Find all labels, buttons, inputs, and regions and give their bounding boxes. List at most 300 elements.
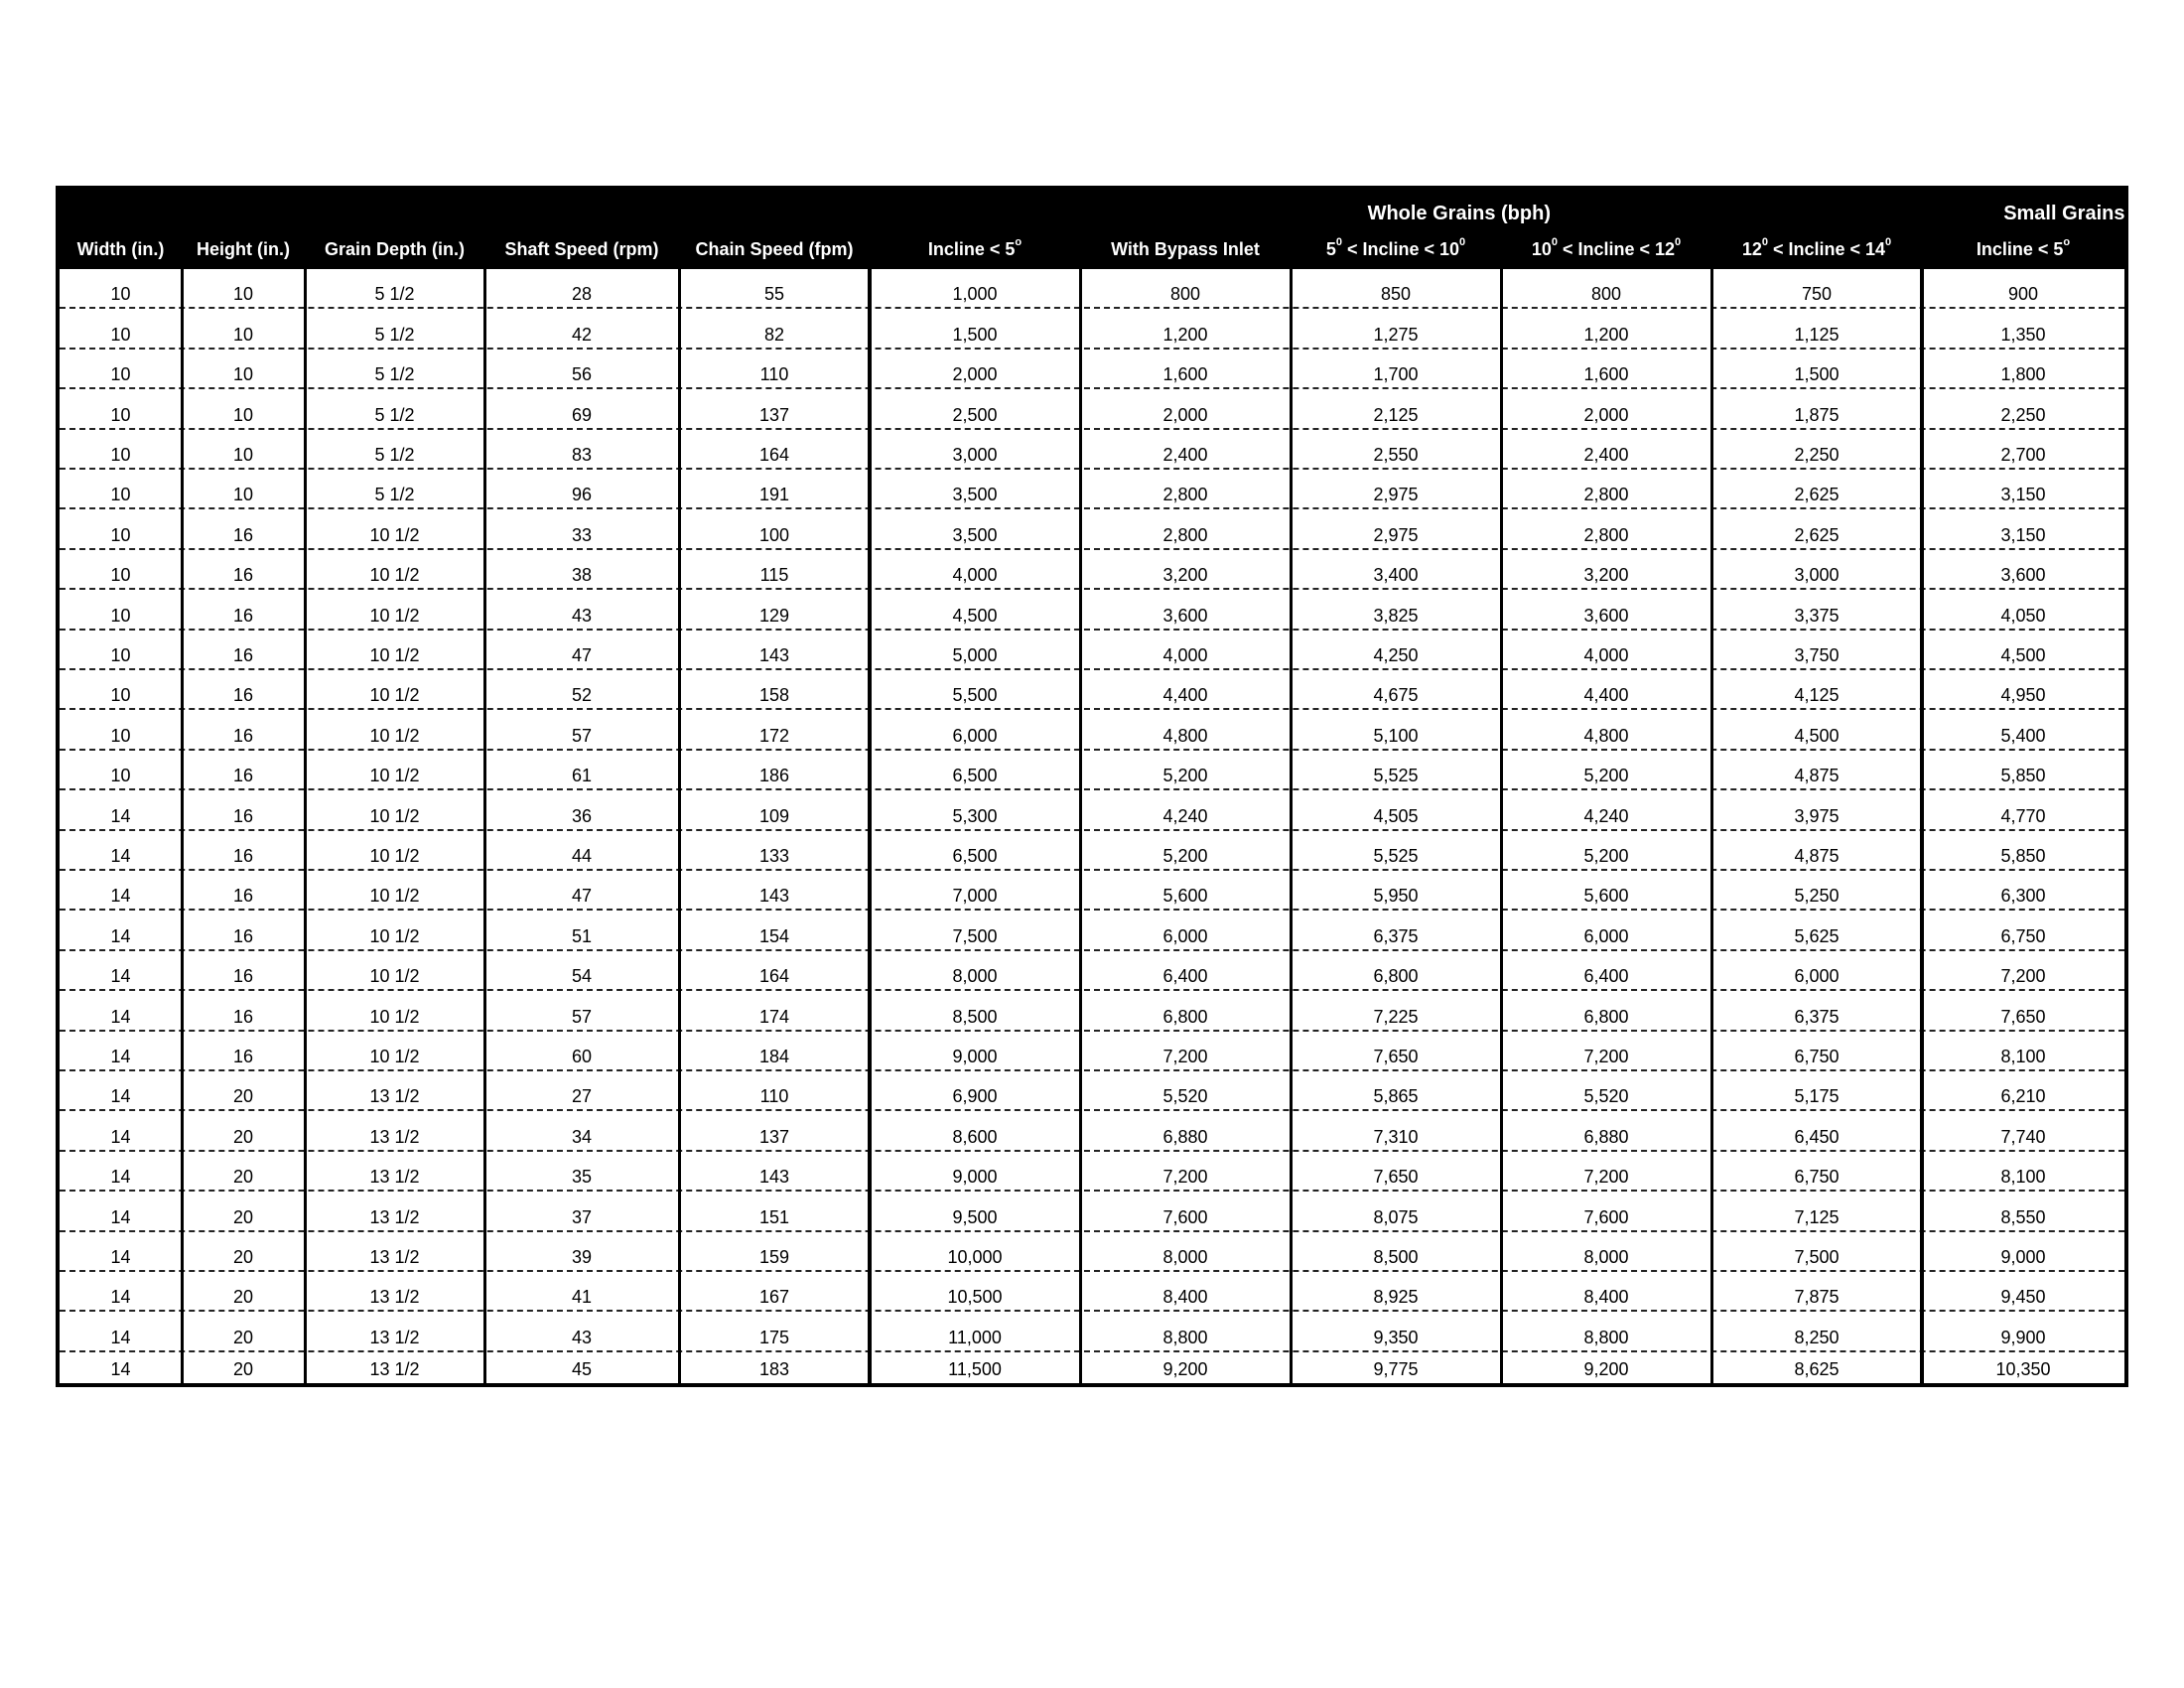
cell-chain-speed: 143 — [758, 886, 790, 907]
cell-grain-depth: 10 1/2 — [369, 966, 420, 987]
cell-whole-incline-lt-5: 6,500 — [952, 845, 998, 866]
cell-height: 16 — [232, 685, 254, 706]
cell-height: 10 — [232, 444, 254, 465]
cell-whole-incline-10-12: 800 — [1590, 284, 1622, 305]
cell-shaft-speed: 51 — [571, 925, 593, 946]
degree-superscript: 0 — [1761, 236, 1768, 248]
cell-height: 20 — [232, 1327, 254, 1347]
column-divider — [868, 269, 872, 1383]
cell-height: 16 — [232, 605, 254, 626]
degree-superscript: 0 — [1675, 236, 1682, 248]
cell-width: 14 — [110, 1206, 131, 1227]
degree-superscript: 0 — [1459, 236, 1466, 248]
cell-height: 20 — [232, 1246, 254, 1267]
cell-whole-incline-5-10: 5,950 — [1373, 886, 1419, 907]
cell-whole-incline-lt-5: 6,900 — [952, 1086, 998, 1107]
cell-grain-depth: 10 1/2 — [369, 644, 420, 665]
cell-chain-speed: 172 — [758, 725, 790, 746]
cell-width: 10 — [110, 404, 131, 425]
cell-height: 16 — [232, 886, 254, 907]
cell-whole-incline-lt-5: 8,500 — [952, 1006, 998, 1027]
cell-height: 16 — [232, 565, 254, 586]
cell-width: 10 — [110, 284, 131, 305]
cell-whole-bypass-inlet: 3,600 — [1162, 605, 1208, 626]
cell-small-incline-lt-5: 4,770 — [2000, 805, 2046, 826]
cell-whole-incline-10-12: 2,800 — [1583, 524, 1629, 545]
cell-small-incline-lt-5: 6,750 — [2000, 925, 2046, 946]
cell-chain-speed: 164 — [758, 444, 790, 465]
cell-whole-incline-10-12: 3,200 — [1583, 565, 1629, 586]
table-row — [60, 509, 2124, 549]
cell-whole-bypass-inlet: 4,800 — [1162, 725, 1208, 746]
cell-width: 10 — [110, 444, 131, 465]
cell-whole-incline-12-14: 3,750 — [1794, 644, 1840, 665]
cell-whole-incline-10-12: 9,200 — [1583, 1358, 1629, 1379]
cell-whole-incline-5-10: 2,975 — [1373, 485, 1419, 505]
table-row — [60, 751, 2124, 790]
cell-width: 14 — [110, 805, 131, 826]
cell-chain-speed: 184 — [758, 1046, 790, 1066]
cell-whole-incline-5-10: 5,100 — [1373, 725, 1419, 746]
cell-shaft-speed: 41 — [571, 1287, 593, 1308]
cell-small-incline-lt-5: 5,850 — [2000, 766, 2046, 786]
cell-height: 10 — [232, 404, 254, 425]
cell-shaft-speed: 69 — [571, 404, 593, 425]
table-row — [60, 710, 2124, 750]
table-body — [60, 269, 2124, 1383]
table-row — [60, 1111, 2124, 1151]
cell-whole-incline-lt-5: 2,000 — [952, 364, 998, 385]
column-header-chain-speed — [679, 233, 870, 265]
cell-whole-incline-lt-5: 1,500 — [952, 324, 998, 345]
cell-shaft-speed: 83 — [571, 444, 593, 465]
cell-height: 20 — [232, 1358, 254, 1379]
cell-whole-bypass-inlet: 4,000 — [1162, 644, 1208, 665]
cell-height: 20 — [232, 1287, 254, 1308]
table-row — [60, 590, 2124, 630]
cell-whole-incline-12-14: 3,975 — [1794, 805, 1840, 826]
degree-superscript: o — [2063, 236, 2071, 248]
cell-small-incline-lt-5: 9,000 — [2000, 1246, 2046, 1267]
cell-width: 14 — [110, 1287, 131, 1308]
column-header-text: Incline < 5 — [1976, 239, 2064, 259]
cell-whole-incline-5-10: 2,125 — [1373, 404, 1419, 425]
cell-width: 14 — [110, 1126, 131, 1147]
cell-whole-incline-lt-5: 3,500 — [952, 485, 998, 505]
cell-whole-incline-10-12: 4,000 — [1583, 644, 1629, 665]
cell-grain-depth: 10 1/2 — [369, 845, 420, 866]
cell-whole-incline-lt-5: 9,000 — [952, 1046, 998, 1066]
cell-width: 14 — [110, 1327, 131, 1347]
cell-whole-incline-5-10: 3,400 — [1373, 565, 1419, 586]
cell-whole-bypass-inlet: 8,800 — [1162, 1327, 1208, 1347]
cell-height: 16 — [232, 925, 254, 946]
cell-small-incline-lt-5: 1,350 — [2000, 324, 2046, 345]
cell-whole-incline-12-14: 3,375 — [1794, 605, 1840, 626]
cell-grain-depth: 10 1/2 — [369, 805, 420, 826]
column-header-label: Grain Depth (in.) — [325, 239, 465, 259]
cell-grain-depth: 10 1/2 — [369, 605, 420, 626]
column-divider — [1710, 269, 1713, 1383]
cell-grain-depth: 10 1/2 — [369, 725, 420, 746]
cell-small-incline-lt-5: 1,800 — [2000, 364, 2046, 385]
cell-grain-depth: 13 1/2 — [369, 1206, 420, 1227]
cell-whole-incline-10-12: 5,200 — [1583, 845, 1629, 866]
group-header-small-grains: Small Grains (bph) — [2003, 203, 2180, 224]
cell-height: 16 — [232, 766, 254, 786]
table-row — [60, 1312, 2124, 1351]
cell-whole-incline-10-12: 8,000 — [1583, 1246, 1629, 1267]
degree-superscript: o — [1015, 236, 1023, 248]
cell-chain-speed: 143 — [758, 644, 790, 665]
cell-whole-incline-lt-5: 5,300 — [952, 805, 998, 826]
cell-whole-bypass-inlet: 2,800 — [1162, 524, 1208, 545]
cell-height: 20 — [232, 1167, 254, 1188]
cell-whole-incline-lt-5: 4,500 — [952, 605, 998, 626]
cell-whole-bypass-inlet: 2,800 — [1162, 485, 1208, 505]
cell-shaft-speed: 45 — [571, 1358, 593, 1379]
cell-small-incline-lt-5: 8,100 — [2000, 1046, 2046, 1066]
cell-small-incline-lt-5: 6,300 — [2000, 886, 2046, 907]
cell-whole-incline-lt-5: 10,500 — [947, 1287, 1003, 1308]
cell-whole-incline-5-10: 1,700 — [1373, 364, 1419, 385]
cell-chain-speed: 143 — [758, 1167, 790, 1188]
cell-whole-bypass-inlet: 1,200 — [1162, 324, 1208, 345]
cell-whole-incline-12-14: 7,500 — [1794, 1246, 1840, 1267]
cell-whole-incline-lt-5: 8,600 — [952, 1126, 998, 1147]
column-header-text: < Incline < 12 — [1557, 239, 1676, 259]
cell-grain-depth: 13 1/2 — [369, 1086, 420, 1107]
cell-whole-bypass-inlet: 9,200 — [1162, 1358, 1208, 1379]
cell-whole-incline-5-10: 9,350 — [1373, 1327, 1419, 1347]
cell-whole-incline-lt-5: 11,000 — [948, 1327, 1002, 1347]
cell-whole-incline-10-12: 1,200 — [1583, 324, 1629, 345]
cell-whole-incline-12-14: 1,875 — [1794, 404, 1840, 425]
table-row — [60, 831, 2124, 871]
cell-grain-depth: 10 1/2 — [369, 524, 420, 545]
cell-height: 16 — [232, 644, 254, 665]
cell-whole-incline-5-10: 7,310 — [1373, 1126, 1419, 1147]
table-row — [60, 1232, 2124, 1272]
cell-whole-bypass-inlet: 5,600 — [1162, 886, 1208, 907]
cell-small-incline-lt-5: 6,210 — [2000, 1086, 2046, 1107]
cell-whole-incline-12-14: 3,000 — [1794, 565, 1840, 586]
column-header-text: 10 — [1531, 239, 1552, 259]
cell-chain-speed: 159 — [758, 1246, 790, 1267]
table-row — [60, 1272, 2124, 1312]
cell-whole-incline-10-12: 5,520 — [1583, 1086, 1629, 1107]
cell-width: 10 — [110, 725, 131, 746]
column-header-label: Width (in.) — [76, 239, 165, 259]
cell-chain-speed: 55 — [763, 284, 785, 305]
cell-small-incline-lt-5: 9,450 — [2000, 1287, 2046, 1308]
cell-shaft-speed: 54 — [571, 966, 593, 987]
cell-chain-speed: 137 — [758, 404, 790, 425]
column-divider — [1500, 269, 1503, 1383]
cell-width: 10 — [110, 565, 131, 586]
cell-height: 16 — [232, 966, 254, 987]
cell-width: 10 — [110, 524, 131, 545]
cell-grain-depth: 13 1/2 — [369, 1358, 420, 1379]
degree-superscript: 0 — [1551, 236, 1558, 248]
cell-whole-incline-10-12: 2,800 — [1583, 485, 1629, 505]
cell-width: 10 — [110, 364, 131, 385]
cell-width: 10 — [110, 605, 131, 626]
cell-whole-incline-10-12: 1,600 — [1583, 364, 1629, 385]
cell-whole-bypass-inlet: 1,600 — [1162, 364, 1208, 385]
cell-shaft-speed: 38 — [571, 565, 593, 586]
cell-height: 20 — [232, 1126, 254, 1147]
cell-whole-incline-12-14: 5,250 — [1794, 886, 1840, 907]
group-header-whole-grains: Whole Grains (bph) — [1367, 203, 1551, 224]
cell-shaft-speed: 47 — [571, 644, 593, 665]
cell-whole-incline-5-10: 5,525 — [1373, 845, 1419, 866]
cell-shaft-speed: 57 — [571, 725, 593, 746]
cell-height: 16 — [232, 1006, 254, 1027]
cell-whole-incline-12-14: 8,625 — [1794, 1358, 1840, 1379]
cell-whole-incline-5-10: 6,375 — [1373, 925, 1419, 946]
table-row — [60, 991, 2124, 1031]
cell-shaft-speed: 43 — [571, 1327, 593, 1347]
cell-chain-speed: 164 — [758, 966, 790, 987]
cell-whole-incline-10-12: 7,600 — [1583, 1206, 1629, 1227]
table-row — [60, 951, 2124, 991]
cell-grain-depth: 13 1/2 — [369, 1327, 420, 1347]
column-header-text: Incline < 5 — [927, 239, 1016, 259]
cell-chain-speed: 115 — [759, 565, 789, 586]
cell-chain-speed: 158 — [758, 685, 790, 706]
cell-whole-incline-5-10: 7,650 — [1373, 1167, 1419, 1188]
cell-grain-depth: 10 1/2 — [369, 886, 420, 907]
cell-small-incline-lt-5: 8,550 — [2000, 1206, 2046, 1227]
cell-whole-bypass-inlet: 8,000 — [1162, 1246, 1208, 1267]
cell-width: 14 — [110, 1358, 131, 1379]
cell-chain-speed: 183 — [758, 1358, 790, 1379]
cell-whole-incline-5-10: 8,500 — [1373, 1246, 1419, 1267]
column-divider — [483, 269, 486, 1383]
cell-grain-depth: 13 1/2 — [369, 1246, 420, 1267]
cell-grain-depth: 5 1/2 — [374, 284, 415, 305]
cell-small-incline-lt-5: 10,350 — [1995, 1358, 2051, 1379]
cell-chain-speed: 110 — [759, 364, 789, 385]
table-row — [60, 470, 2124, 509]
cell-whole-incline-12-14: 4,875 — [1794, 845, 1840, 866]
cell-chain-speed: 82 — [763, 324, 785, 345]
cell-small-incline-lt-5: 7,740 — [2000, 1126, 2046, 1147]
cell-width: 10 — [110, 685, 131, 706]
cell-grain-depth: 5 1/2 — [374, 485, 415, 505]
cell-shaft-speed: 61 — [571, 766, 593, 786]
cell-width: 10 — [110, 766, 131, 786]
cell-width: 10 — [110, 324, 131, 345]
cell-grain-depth: 13 1/2 — [369, 1126, 420, 1147]
cell-grain-depth: 5 1/2 — [374, 364, 415, 385]
cell-chain-speed: 191 — [758, 485, 790, 505]
cell-shaft-speed: 96 — [571, 485, 593, 505]
cell-shaft-speed: 60 — [571, 1046, 593, 1066]
table-header — [60, 190, 2180, 269]
cell-small-incline-lt-5: 5,400 — [2000, 725, 2046, 746]
cell-whole-incline-12-14: 1,500 — [1794, 364, 1840, 385]
cell-whole-incline-12-14: 4,500 — [1794, 725, 1840, 746]
cell-whole-incline-lt-5: 7,500 — [952, 925, 998, 946]
cell-whole-incline-5-10: 5,865 — [1373, 1086, 1419, 1107]
cell-width: 14 — [110, 1086, 131, 1107]
cell-chain-speed: 137 — [758, 1126, 790, 1147]
cell-small-incline-lt-5: 7,650 — [2000, 1006, 2046, 1027]
cell-whole-bypass-inlet: 3,200 — [1162, 565, 1208, 586]
column-header-label: Chain Speed (fpm) — [695, 239, 854, 259]
cell-chain-speed: 174 — [758, 1006, 790, 1027]
cell-whole-bypass-inlet: 2,000 — [1162, 404, 1208, 425]
cell-whole-incline-5-10: 7,650 — [1373, 1046, 1419, 1066]
column-header-label: Height (in.) — [197, 239, 290, 259]
cell-grain-depth: 10 1/2 — [369, 685, 420, 706]
cell-whole-incline-12-14: 750 — [1801, 284, 1833, 305]
column-header-text: < Incline < 10 — [1341, 239, 1460, 259]
column-header-whole-bypass-inlet — [1080, 233, 1291, 265]
column-divider — [1079, 269, 1082, 1383]
cell-small-incline-lt-5: 2,700 — [2000, 444, 2046, 465]
cell-whole-incline-5-10: 9,775 — [1373, 1358, 1419, 1379]
cell-whole-incline-lt-5: 6,000 — [952, 725, 998, 746]
cell-width: 14 — [110, 1006, 131, 1027]
column-header-text: 5 — [1325, 239, 1336, 259]
table-row — [60, 1192, 2124, 1231]
cell-whole-incline-10-12: 3,600 — [1583, 605, 1629, 626]
cell-whole-bypass-inlet: 6,800 — [1162, 1006, 1208, 1027]
cell-whole-incline-5-10: 3,825 — [1373, 605, 1419, 626]
cell-whole-incline-5-10: 4,250 — [1373, 644, 1419, 665]
cell-whole-bypass-inlet: 800 — [1169, 284, 1201, 305]
cell-whole-incline-lt-5: 11,500 — [948, 1358, 1002, 1379]
table-row — [60, 1352, 2124, 1382]
cell-whole-incline-10-12: 8,400 — [1583, 1287, 1629, 1308]
table-row — [60, 350, 2124, 389]
cell-height: 10 — [232, 364, 254, 385]
cell-height: 10 — [232, 284, 254, 305]
cell-shaft-speed: 42 — [571, 324, 593, 345]
cell-grain-depth: 10 1/2 — [369, 1046, 420, 1066]
cell-height: 16 — [232, 845, 254, 866]
table-row — [60, 911, 2124, 950]
cell-whole-incline-12-14: 6,750 — [1794, 1046, 1840, 1066]
cell-height: 16 — [232, 805, 254, 826]
cell-whole-incline-12-14: 7,875 — [1794, 1287, 1840, 1308]
cell-whole-incline-lt-5: 9,000 — [952, 1167, 998, 1188]
cell-whole-bypass-inlet: 7,600 — [1162, 1206, 1208, 1227]
cell-whole-bypass-inlet: 2,400 — [1162, 444, 1208, 465]
cell-whole-incline-5-10: 2,975 — [1373, 524, 1419, 545]
cell-shaft-speed: 57 — [571, 1006, 593, 1027]
table-row — [60, 550, 2124, 590]
cell-whole-incline-5-10: 6,800 — [1373, 966, 1419, 987]
column-header-shaft-speed — [484, 233, 679, 265]
cell-chain-speed: 133 — [758, 845, 790, 866]
cell-whole-incline-5-10: 8,075 — [1373, 1206, 1419, 1227]
cell-chain-speed: 167 — [758, 1287, 790, 1308]
cell-grain-depth: 5 1/2 — [374, 324, 415, 345]
cell-shaft-speed: 28 — [571, 284, 593, 305]
column-divider — [678, 269, 681, 1383]
cell-chain-speed: 129 — [758, 605, 790, 626]
cell-whole-bypass-inlet: 5,200 — [1162, 766, 1208, 786]
cell-whole-incline-lt-5: 3,500 — [952, 524, 998, 545]
cell-whole-incline-lt-5: 8,000 — [952, 966, 998, 987]
cell-whole-incline-10-12: 5,200 — [1583, 766, 1629, 786]
cell-height: 16 — [232, 1046, 254, 1066]
cell-height: 10 — [232, 324, 254, 345]
cell-whole-incline-10-12: 4,400 — [1583, 685, 1629, 706]
cell-whole-incline-10-12: 4,800 — [1583, 725, 1629, 746]
cell-grain-depth: 13 1/2 — [369, 1167, 420, 1188]
cell-shaft-speed: 34 — [571, 1126, 593, 1147]
cell-width: 14 — [110, 845, 131, 866]
cell-whole-bypass-inlet: 7,200 — [1162, 1167, 1208, 1188]
table-row — [60, 670, 2124, 710]
cell-chain-speed: 175 — [758, 1327, 790, 1347]
column-header-label: Shaft Speed (rpm) — [504, 239, 659, 259]
cell-chain-speed: 186 — [758, 766, 790, 786]
cell-small-incline-lt-5: 2,250 — [2000, 404, 2046, 425]
cell-chain-speed: 154 — [758, 925, 790, 946]
cell-shaft-speed: 36 — [571, 805, 593, 826]
cell-shaft-speed: 47 — [571, 886, 593, 907]
cell-whole-bypass-inlet: 6,880 — [1162, 1126, 1208, 1147]
degree-superscript: 0 — [1335, 236, 1342, 248]
cell-whole-incline-10-12: 5,600 — [1583, 886, 1629, 907]
cell-whole-incline-12-14: 2,250 — [1794, 444, 1840, 465]
cell-whole-bypass-inlet: 4,240 — [1162, 805, 1208, 826]
cell-whole-incline-lt-5: 7,000 — [952, 886, 998, 907]
cell-shaft-speed: 56 — [571, 364, 593, 385]
cell-whole-bypass-inlet: 8,400 — [1162, 1287, 1208, 1308]
cell-whole-incline-lt-5: 9,500 — [952, 1206, 998, 1227]
column-header-whole-incline-5-10 — [1291, 233, 1501, 265]
cell-width: 14 — [110, 1167, 131, 1188]
column-header-small-incline-lt-5 — [1922, 233, 2124, 265]
table-row — [60, 871, 2124, 911]
cell-height: 20 — [232, 1206, 254, 1227]
cell-small-incline-lt-5: 900 — [2007, 284, 2039, 305]
column-header-whole-incline-12-14 — [1711, 233, 1922, 265]
cell-whole-incline-lt-5: 10,000 — [947, 1246, 1003, 1267]
cell-grain-depth: 10 1/2 — [369, 766, 420, 786]
cell-whole-incline-12-14: 6,750 — [1794, 1167, 1840, 1188]
cell-whole-incline-lt-5: 3,000 — [952, 444, 998, 465]
cell-whole-incline-10-12: 6,800 — [1583, 1006, 1629, 1027]
cell-whole-incline-5-10: 4,675 — [1373, 685, 1419, 706]
cell-chain-speed: 151 — [758, 1206, 790, 1227]
cell-whole-bypass-inlet: 6,400 — [1162, 966, 1208, 987]
cell-whole-incline-10-12: 4,240 — [1583, 805, 1629, 826]
table-row — [60, 631, 2124, 670]
degree-superscript: 0 — [1885, 236, 1892, 248]
cell-whole-bypass-inlet: 7,200 — [1162, 1046, 1208, 1066]
cell-whole-incline-10-12: 2,000 — [1583, 404, 1629, 425]
cell-grain-depth: 5 1/2 — [374, 404, 415, 425]
table-row — [60, 389, 2124, 429]
cell-shaft-speed: 33 — [571, 524, 593, 545]
table-row — [60, 430, 2124, 470]
cell-small-incline-lt-5: 4,950 — [2000, 685, 2046, 706]
cell-width: 14 — [110, 886, 131, 907]
cell-grain-depth: 10 1/2 — [369, 565, 420, 586]
cell-grain-depth: 5 1/2 — [374, 444, 415, 465]
column-header-text: < Incline < 14 — [1767, 239, 1886, 259]
cell-small-incline-lt-5: 4,050 — [2000, 605, 2046, 626]
cell-chain-speed: 100 — [758, 524, 790, 545]
